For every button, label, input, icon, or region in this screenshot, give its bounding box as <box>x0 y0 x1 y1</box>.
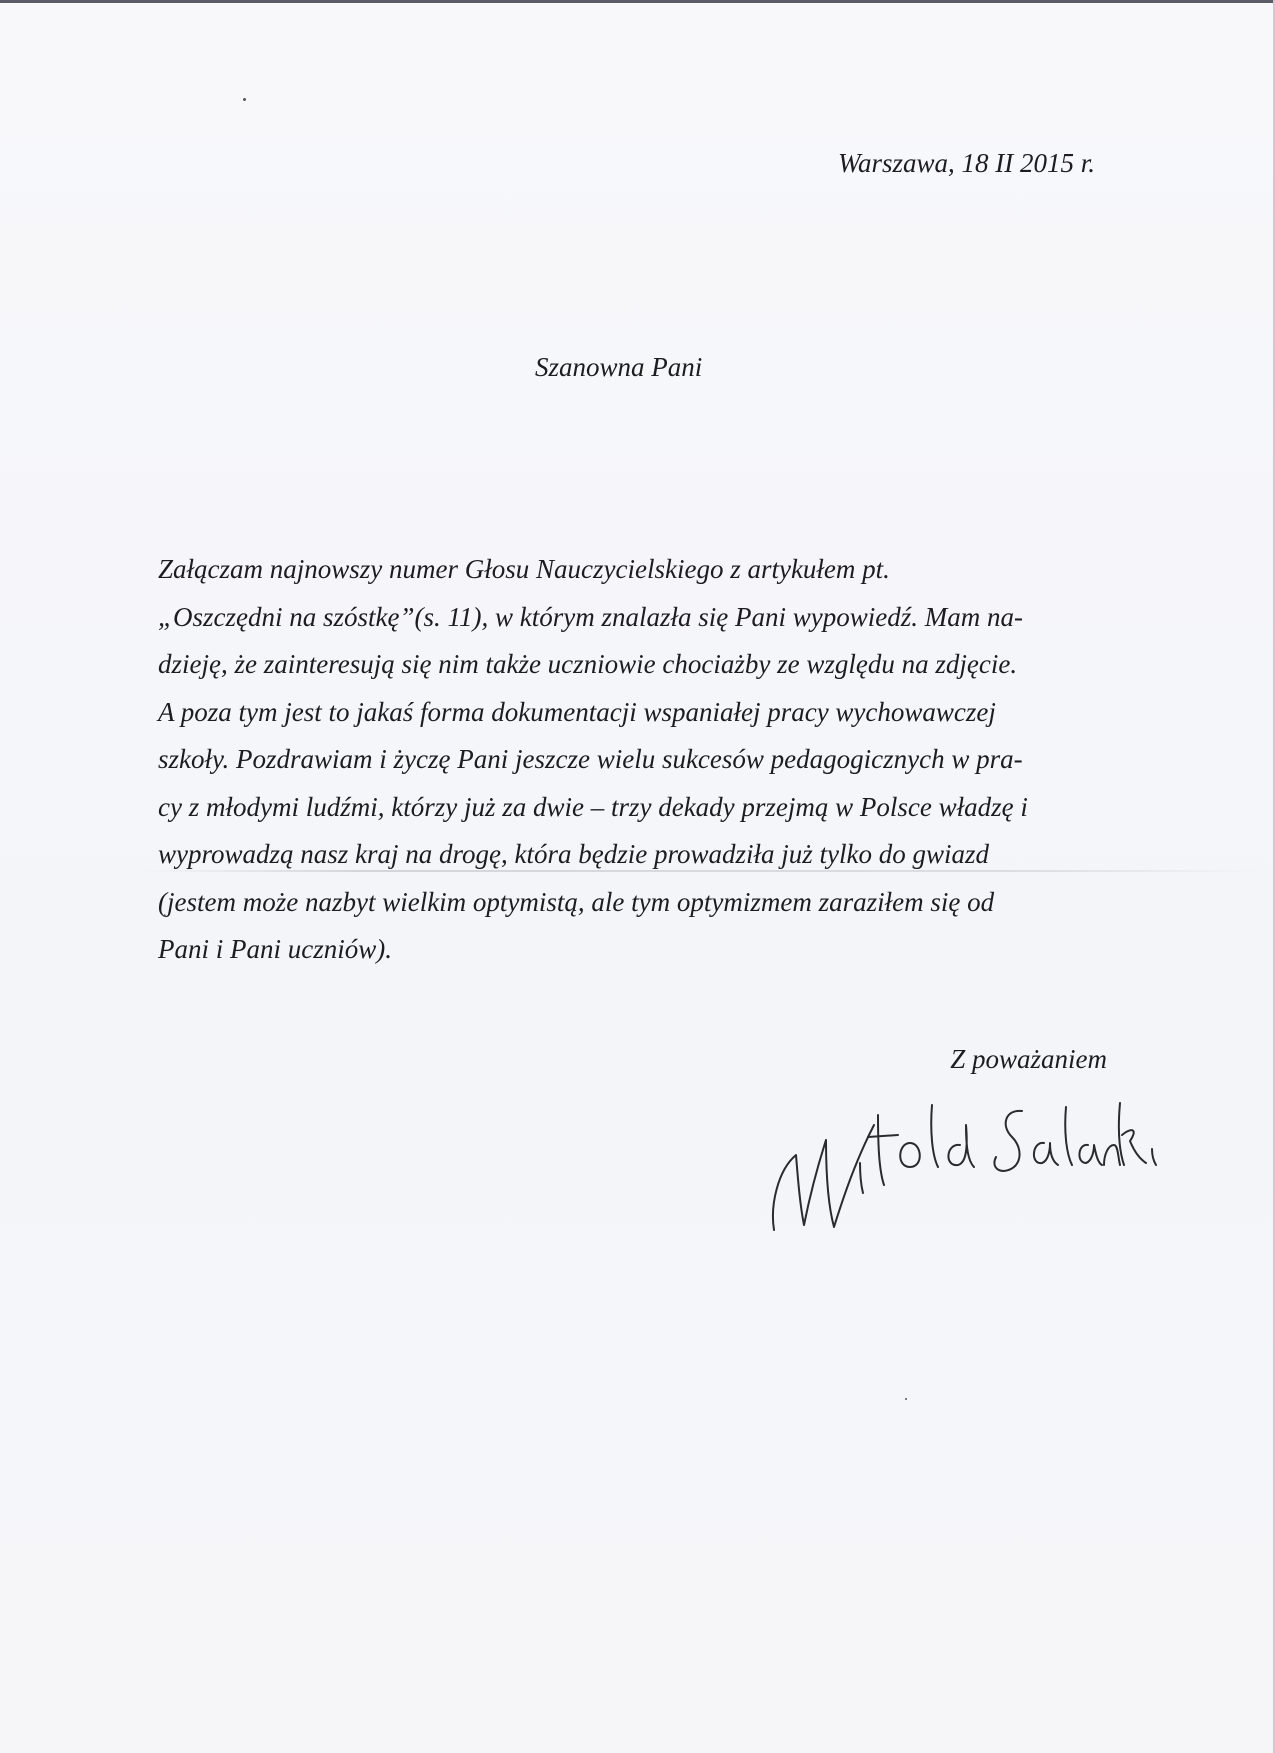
scan-top-edge <box>0 0 1275 3</box>
scan-speck <box>243 98 246 101</box>
letter-date: Warszawa, 18 II 2015 r. <box>837 148 1095 178</box>
body-line: A poza tym jest to jakaś forma dokumentacji wspaniałej pracy wychowawczej <box>158 696 996 727</box>
letter-body <box>158 546 1118 974</box>
body-line: Załączam najnowszy numer Głosu Nauczycielskiego z artykułem pt. <box>158 554 890 584</box>
letter-closing: Z poważaniem <box>950 1044 1107 1074</box>
body-line: (jestem może nazbyt wielkim optymistą, ale tym optymizmem zaraziłem się od <box>158 886 995 917</box>
body-line: szkoły. Pozdrawiam i życzę Pani jeszcze wielu sukcesów pedagogicznych w pra- <box>158 744 1023 774</box>
handwritten-signature <box>760 1085 1160 1245</box>
body-line: dzieję, że zainteresują się nim także uczniowie chociażby ze względu na zdjęcie. <box>158 649 1018 679</box>
body-line: Pani i Pani uczniów). <box>158 934 392 964</box>
letter-salutation: Szanowna Pani <box>535 352 703 382</box>
body-line: cy z młodymi ludźmi, którzy już za dwie – trzy dekady przejmą w Polsce władzę i <box>158 791 1028 822</box>
body-line: wyprowadzą nasz kraj na drogę, która będzie prowadziła już tylko do gwiazd <box>158 839 990 869</box>
scan-speck <box>905 1398 907 1400</box>
body-line: „Oszczędni na szóstkę”(s. 11), w którym znalazła się Pani wypowiedź. Mam na- <box>158 601 1023 632</box>
